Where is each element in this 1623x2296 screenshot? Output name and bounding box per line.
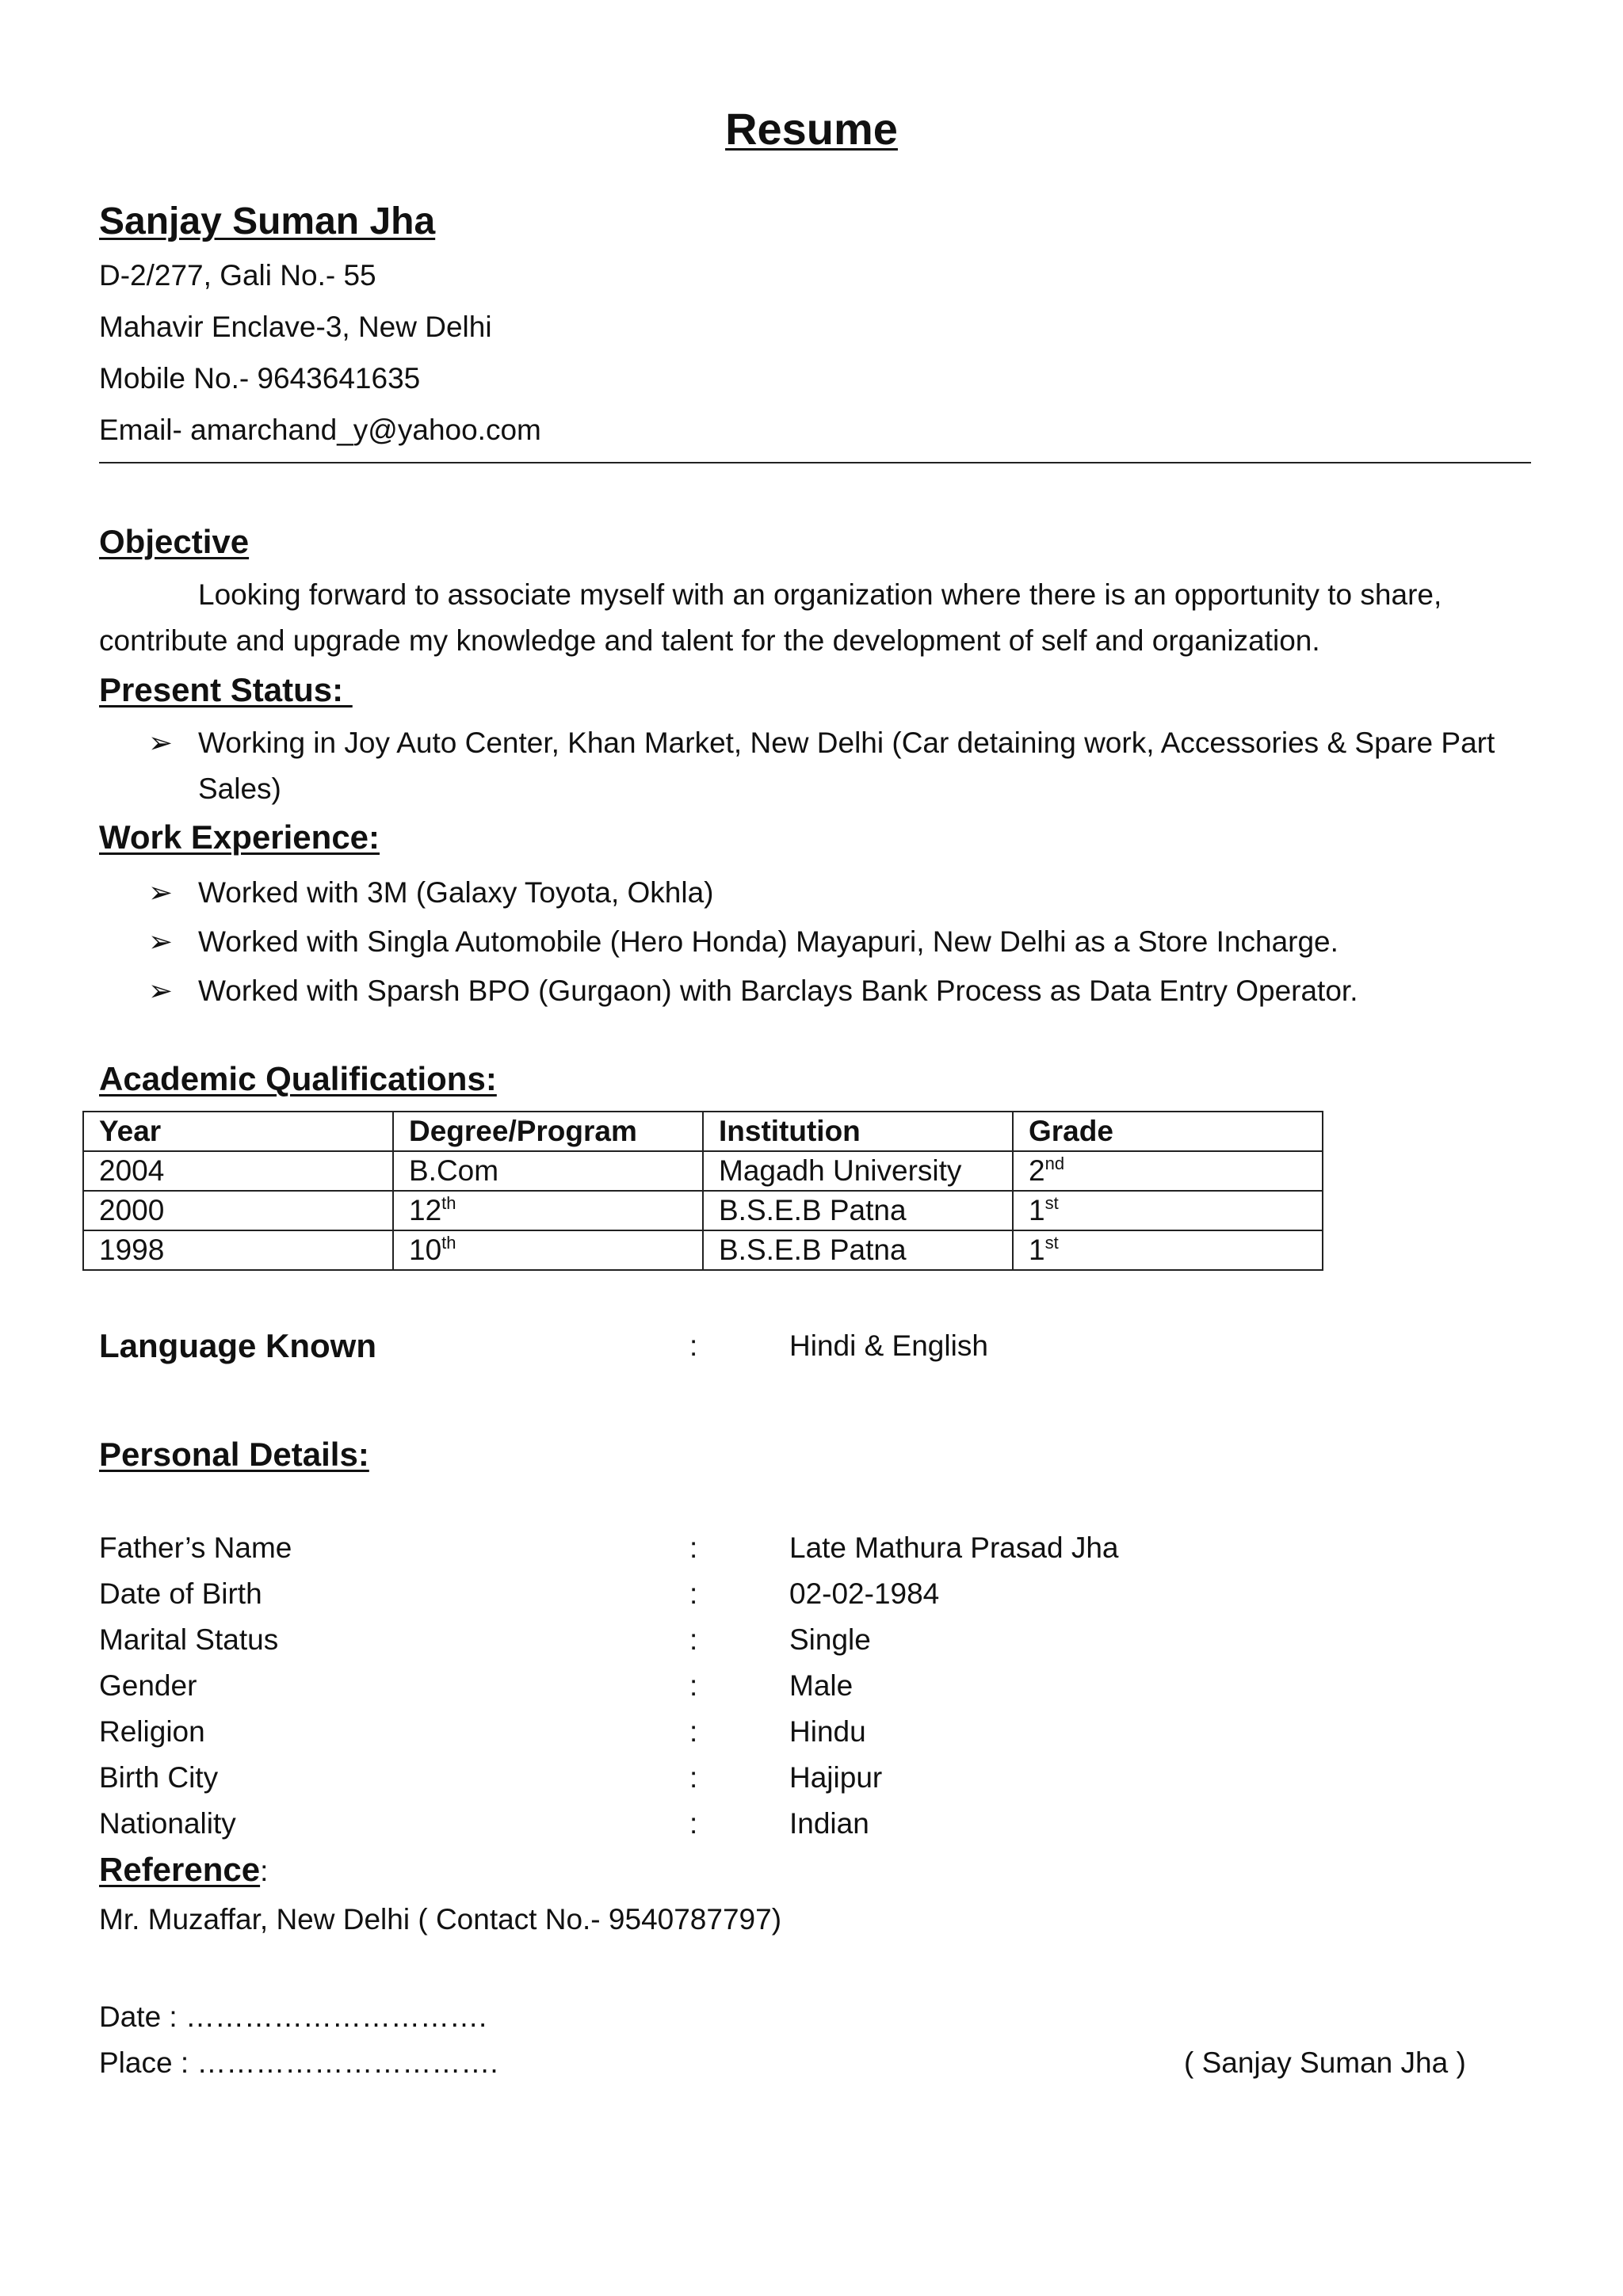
degree-cell: 12th [393,1191,703,1230]
column-header-grade: Grade [1013,1112,1323,1151]
address-line-1: D-2/277, Gali No.- 55 [99,259,376,292]
year-cell: 1998 [83,1230,393,1270]
arrow-bullet-icon: ➢ [148,727,174,759]
reference-text: Mr. Muzaffar, New Delhi ( Contact No.- 9540787797) [99,1903,782,1936]
language-value: Hindi & English [789,1329,988,1362]
dob-label: Date of Birth [99,1577,262,1610]
nationality-value: Indian [789,1807,869,1840]
institution-cell: Magadh University [703,1151,1013,1191]
column-header-institution: Institution [703,1112,1013,1151]
institution-cell: B.S.E.B Patna [703,1230,1013,1270]
table-header-row [83,1112,1323,1151]
institution-cell: B.S.E.B Patna [703,1191,1013,1230]
birth-city-label: Birth City [99,1761,219,1794]
table-row [83,1151,1323,1191]
objective-text: Looking forward to associate myself with an organization where there is an opportunity to share, contribute and upgrade my knowledge and talent for the development of self and organization. [99,578,1442,657]
present-status-list [99,720,1533,812]
year-cell: 2000 [83,1191,393,1230]
gender-value: Male [789,1669,854,1702]
year-cell: 2004 [83,1151,393,1191]
birth-city-colon: : [689,1761,698,1794]
work-experience-heading: Work Experience: [99,818,380,856]
arrow-bullet-icon: ➢ [148,925,174,958]
table-row [83,1191,1323,1230]
nationality-label: Nationality [99,1807,236,1840]
religion-label: Religion [99,1715,205,1748]
list-item [99,720,1533,812]
present-status-item: Working in Joy Auto Center, Khan Market, New Delhi (Car detaining work, Accessories & Spare Part Sales) [198,727,1495,805]
address-line-2: Mahavir Enclave-3, New Delhi [99,311,492,343]
column-header-year: Year [83,1112,393,1151]
column-header-degree: Degree/Program [393,1112,703,1151]
degree-cell: 10th [393,1230,703,1270]
gender-colon: : [689,1669,698,1702]
degree-cell: B.Com [393,1151,703,1191]
signature-name: ( Sanjay Suman Jha ) [1184,2046,1466,2079]
work-item: Worked with Sparsh BPO (Gurgaon) with Barclays Bank Process as Data Entry Operator. [198,974,1358,1007]
candidate-name: Sanjay Suman Jha [99,200,436,242]
work-experience-list [99,868,1533,1016]
fathers-name-colon: : [689,1531,698,1564]
marital-status-value: Single [789,1623,871,1656]
fathers-name-label: Father’s Name [99,1531,292,1564]
reference-colon: : [260,1855,269,1887]
place-field: Place : …………………………. [99,2046,498,2079]
marital-status-label: Marital Status [99,1623,279,1656]
mobile-number: Mobile No.- 9643641635 [99,362,421,395]
fathers-name-value: Late Mathura Prasad Jha [789,1531,1119,1564]
arrow-bullet-icon: ➢ [148,876,174,909]
dob-value: 02-02-1984 [789,1577,940,1610]
marital-status-colon: : [689,1623,698,1656]
list-item [99,868,1533,917]
work-item: Worked with Singla Automobile (Hero Honda) Mayapuri, New Delhi as a Store Incharge. [198,925,1338,958]
page-title: Resume [725,104,898,154]
gender-label: Gender [99,1669,197,1702]
language-label: Language Known [99,1327,376,1364]
date-field: Date : …………………………. [99,2000,487,2033]
grade-cell: 1st [1013,1230,1323,1270]
dob-colon: : [689,1577,698,1610]
reference-heading-group [99,1851,268,1889]
birth-city-value: Hajipur [789,1761,883,1794]
email-address: Email- amarchand_y@yahoo.com [99,414,541,446]
reference-heading: Reference [99,1851,261,1888]
grade-cell: 2nd [1013,1151,1323,1191]
nationality-colon: : [689,1807,698,1840]
table-row [83,1230,1323,1270]
religion-value: Hindu [789,1715,866,1748]
objective-heading: Objective [99,523,250,560]
language-colon: : [689,1329,698,1362]
religion-colon: : [689,1715,698,1748]
header-divider [99,462,1531,463]
list-item [99,967,1533,1016]
personal-details-heading: Personal Details: [99,1436,369,1473]
list-item [99,917,1533,967]
grade-cell: 1st [1013,1191,1323,1230]
present-status-heading: Present Status: [99,671,353,708]
academic-table [82,1111,1323,1271]
academic-heading: Academic Qualifications: [99,1060,497,1097]
work-item: Worked with 3M (Galaxy Toyota, Okhla) [198,876,714,909]
arrow-bullet-icon: ➢ [148,974,174,1007]
